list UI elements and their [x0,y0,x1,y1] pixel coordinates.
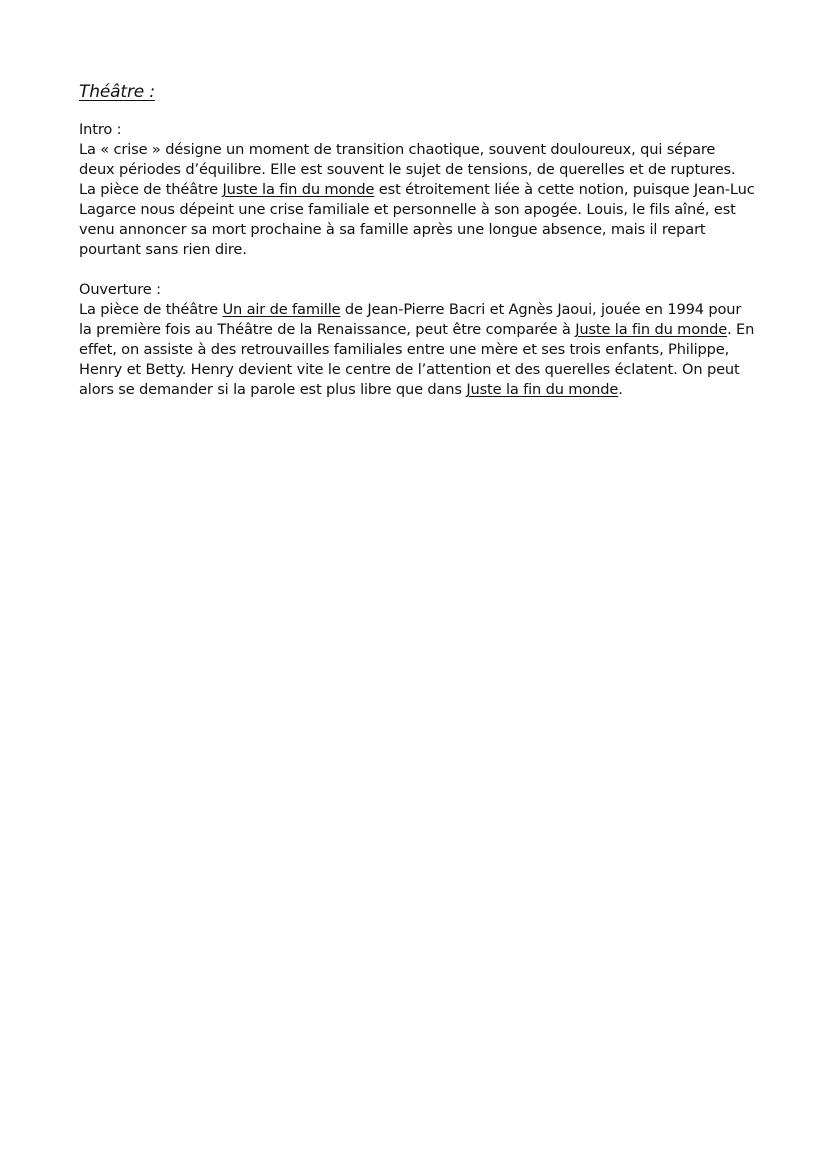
ouverture-text-1: La pièce de théâtre [79,301,223,318]
ouverture-work-title-3: Juste la fin du monde [466,381,619,398]
intro-label: Intro : [79,121,122,138]
ouverture-work-title-1: Un air de famille [222,301,341,318]
intro-work-title: Juste la fin du monde [222,181,375,198]
ouverture-label: Ouverture : [79,281,161,298]
page-title: Théâtre : [79,82,155,102]
ouverture-text-4: . [618,381,623,398]
ouverture-section [79,280,755,400]
ouverture-paragraph [79,300,755,400]
intro-text-2: est étroitement liée à cette notion, puisque Jean-Luc Lagarce nous dépeint une crise familiale et personnelle à son apogée. Louis, le fils aîné, est venu annoncer sa mort prochaine à sa famille après une longue absence, mais il repart pourtant sans rien dire. [79,181,755,258]
ouverture-text-2: de Jean-Pierre Bacri et Agnès Jaoui, jouée en 1994 pour la première fois au Théâtre de la Renaissance, peut être comparée à [79,301,742,338]
document-content [79,78,755,420]
intro-paragraph [79,140,755,260]
ouverture-text-3: . En effet, on assiste à des retrouvailles familiales entre une mère et ses trois enfants, Philippe, Henry et Betty. Henry devient vite le centre de l’attention et des querelles éclatent. On peut alors se demander si la parole est plus libre que dans [79,321,755,398]
intro-text-1: La « crise » désigne un moment de transition chaotique, souvent douloureux, qui sépare deux périodes d’équilibre. Elle est souvent le sujet de tensions, de querelles et de ruptures. La pièce de théâtre [79,141,736,198]
intro-section [79,120,755,260]
ouverture-work-title-2: Juste la fin du monde [575,321,728,338]
